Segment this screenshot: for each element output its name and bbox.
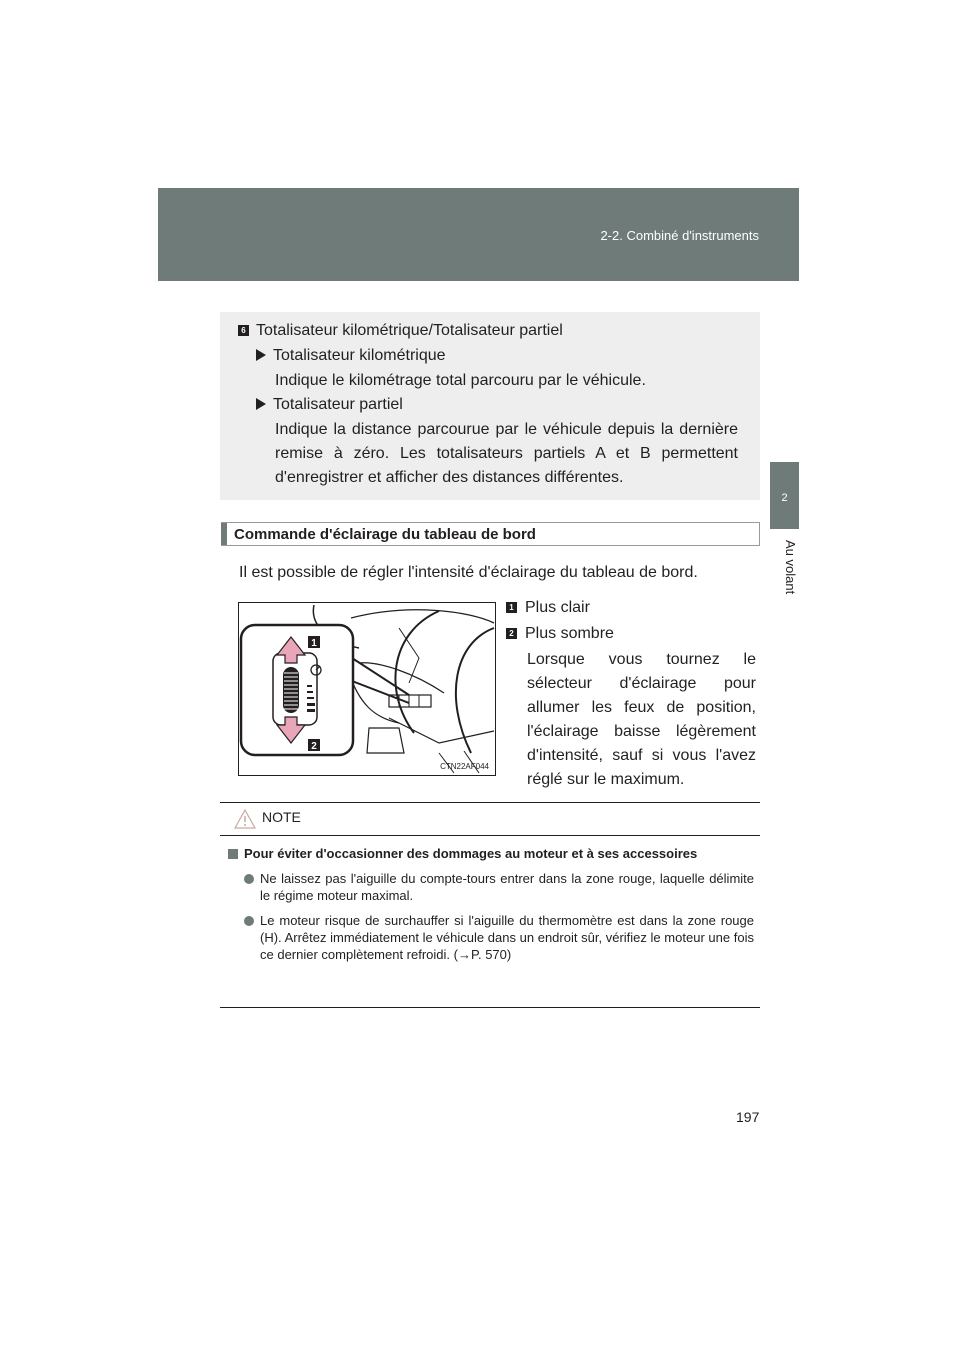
odometer-item-label: Totalisateur kilométrique <box>273 347 446 364</box>
figure-label-up: 1 <box>311 638 317 649</box>
chapter-label: Au volant <box>783 540 798 595</box>
section-title: Commande d'éclairage du tableau de bord <box>234 526 536 543</box>
chapter-tab <box>770 462 799 529</box>
dimmer-illustration <box>238 602 496 776</box>
list-item-brighter <box>506 599 590 617</box>
note-bullet-text: Le moteur risque de surchauffer si l'aiguille du thermomètre est dans la zone rouge (H). Arrêtez immédiatement le véhicule dans un endroit sûr, vérifiez le moteur une fois ce dernier complètement refroidi. (→P. 570) <box>260 913 754 962</box>
note-heading-text: Pour éviter d'occasionner des dommages au moteur et à ses accessoires <box>244 846 698 861</box>
circle-bullet-icon <box>244 916 254 926</box>
odometer-info-box <box>220 312 760 500</box>
figure-label-down: 2 <box>311 741 317 752</box>
section-header-title: 2-2. Combiné d'instruments <box>600 228 759 243</box>
note-bullet-text: Ne laissez pas l'aiguille du compte-tours entrer dans la zone rouge, laquelle délimite le régime moteur maximal. <box>260 871 754 903</box>
dashboard-dimmer-drawing <box>239 603 495 775</box>
trip-meter-label: Totalisateur partiel <box>273 396 403 413</box>
page-number: 197 <box>736 1109 760 1125</box>
odometer-item-description: Indique le kilométrage total parcouru par le véhicule. <box>275 372 646 389</box>
section-paragraph: Il est possible de régler l'intensité d'éclairage du tableau de bord. <box>239 564 698 581</box>
odometer-title-text: Totalisateur kilométrique/Totalisateur partiel <box>256 322 563 339</box>
odometer-box-title <box>238 322 563 340</box>
trip-meter-description: Indique la distance parcourue par le véhicule depuis la dernière remise à zéro. Les totalisateurs partiels A et B permettent d'enregistrer et afficher des distances différentes. <box>275 421 738 486</box>
section-heading-bar <box>221 522 760 546</box>
dimmer-note-text: Lorsque vous tournez le sélecteur d'éclairage pour allumer les feux de position, l'éclairage baisse légèrement d'intensité, sauf si vous l'avez réglé sur le maximum. <box>527 651 756 788</box>
note-bullet <box>244 870 754 904</box>
number-badge: 2 <box>506 628 517 639</box>
note-bullet <box>244 912 754 963</box>
list-item-label: Plus clair <box>525 599 590 616</box>
number-badge: 6 <box>238 325 249 336</box>
figure-caption: CTN22AF044 <box>440 762 489 771</box>
list-item-label: Plus sombre <box>525 625 614 642</box>
list-item-darker <box>506 625 614 643</box>
odometer-item <box>256 347 446 365</box>
square-bullet-icon <box>228 849 238 859</box>
note-header <box>220 803 760 833</box>
note-body <box>228 845 754 971</box>
note-heading <box>228 845 754 862</box>
note-divider <box>220 835 760 836</box>
circle-bullet-icon <box>244 874 254 884</box>
number-badge: 1 <box>506 602 517 613</box>
triangle-bullet-icon <box>256 349 266 361</box>
warning-triangle-icon <box>234 809 256 829</box>
header-band <box>158 188 799 281</box>
note-box <box>220 802 760 1008</box>
triangle-bullet-icon <box>256 398 266 410</box>
note-label: NOTE <box>262 809 301 825</box>
chapter-number: 2 <box>781 492 788 504</box>
trip-meter-item <box>256 396 403 414</box>
